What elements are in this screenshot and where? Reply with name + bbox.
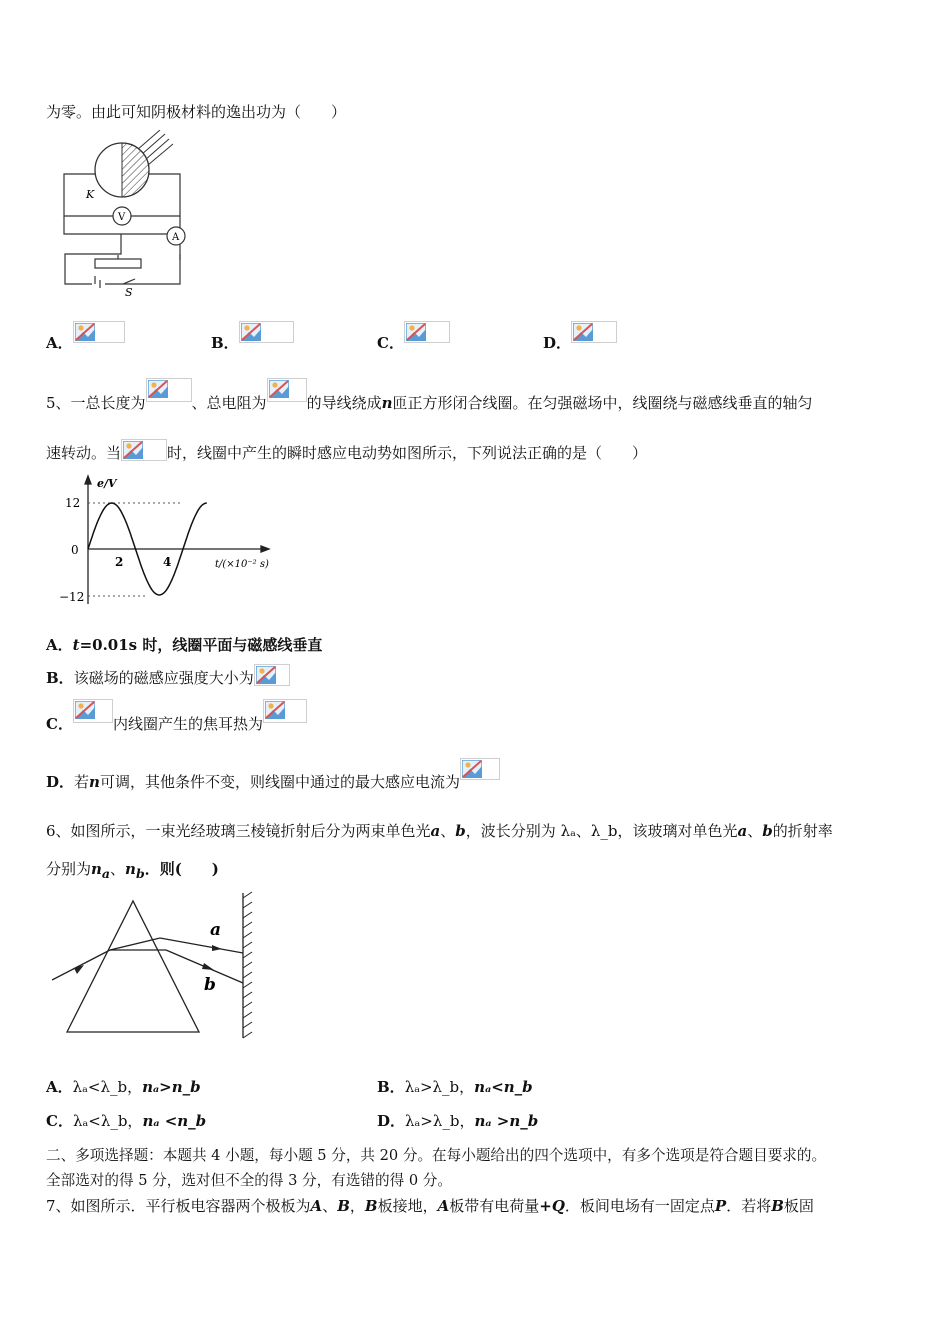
q4-option-c: C． (377, 320, 450, 343)
q6-line2: 分别为$n_a$、$n_b$．则( ) (46, 860, 219, 881)
q7-line1: 7、如图所示．平行板电容器两个极板为A、B，B板接地，A板带有电荷量+Q．板间电场有一固定点P．若将B板固 (46, 1197, 814, 1215)
q6-option-c: C．λₐ<λ_b，nₐ <n_b (46, 1112, 207, 1130)
formula-image (460, 758, 500, 780)
formula-image (73, 699, 113, 723)
q4-option-d: D． (543, 320, 617, 343)
voltmeter-label: V (118, 212, 126, 223)
image-placeholder-icon (148, 380, 168, 398)
photoelectric-circuit-figure (55, 130, 195, 302)
q5-option-a: A．t=0.01s 时，线圈平面与磁感线垂直 (46, 636, 323, 654)
image-placeholder-icon (573, 323, 593, 341)
q6-line1: 6、如图所示，一束光经玻璃三棱镜折射后分为两束单色光a、b，波长分别为 λₐ、λ_b，该玻璃对单色光a、b的折射率 (46, 822, 833, 840)
q4-option-a: A． (46, 320, 125, 343)
prism (67, 901, 199, 1032)
formula-image (263, 699, 307, 723)
x-tick-4: 4 (163, 555, 172, 569)
emf-sine-chart (55, 474, 290, 610)
image-placeholder-icon (123, 441, 143, 459)
ray-b-label: b (204, 975, 216, 995)
q5-option-c: C． 内线圈产生的焦耳热为 (46, 699, 307, 723)
formula-image (146, 378, 192, 402)
formula-image (571, 321, 617, 343)
formula-image (121, 439, 167, 461)
y-tick-0: 0 (71, 543, 79, 557)
formula-image (267, 378, 307, 402)
image-placeholder-icon (256, 666, 276, 684)
section2-heading-line2: 全部选对的得 5 分，选对但不全的得 3 分，有选错的得 0 分。 (46, 1172, 452, 1189)
ammeter-label: A (172, 232, 180, 243)
y-tick-minus12: −12 (59, 590, 85, 604)
prism-figure (52, 888, 257, 1043)
image-placeholder-icon (269, 380, 289, 398)
q5-line2: 速转动。当 时，线圈中产生的瞬时感应电动势如图所示，下列说法正确的是（ ） (46, 438, 647, 461)
image-placeholder-icon (75, 323, 95, 341)
q6-option-d: D．λₐ>λ_b，nₐ >n_b (377, 1112, 539, 1130)
formula-image (404, 321, 450, 343)
q5-option-d: D．若n可调，其他条件不变，则线圈中通过的最大感应电流为 (46, 757, 500, 780)
image-placeholder-icon (406, 323, 426, 341)
x-tick-2: 2 (115, 555, 124, 569)
q5-option-b: B．该磁场的磁感应强度大小为 (46, 663, 290, 686)
q6-option-b: B．λₐ>λ_b，nₐ<n_b (377, 1078, 533, 1096)
ray-b-arrow (202, 963, 214, 970)
image-placeholder-icon (75, 701, 95, 719)
ray-a-arrow (212, 945, 222, 951)
y-axis-arrow (85, 476, 91, 484)
q5-line1: 5、一总长度为 、总电阻为 的导线绕成n匝正方形闭合线圈。在匀强磁场中，线圈绕与磁感线垂直的轴匀 (46, 378, 813, 402)
ray-a-label: a (210, 920, 222, 940)
y-tick-12: 12 (65, 496, 81, 510)
x-axis-label: t/(×10⁻² s) (215, 559, 269, 570)
image-placeholder-icon (462, 760, 482, 778)
section2-heading-line1: 二、多项选择题：本题共 4 小题，每小题 5 分，共 20 分。在每小题给出的四个选项中，有多个选项是符合题目要求的。 (46, 1147, 827, 1164)
image-placeholder-icon (265, 701, 285, 719)
ray-a (160, 938, 243, 953)
image-placeholder-icon (241, 323, 261, 341)
y-axis-label: e/V (97, 477, 117, 490)
switch-label: S (125, 286, 133, 299)
q4-tail-text: 为零。由此可知阴极材料的逸出功为（ ） (46, 103, 347, 121)
internal-ray-a (110, 938, 160, 950)
q6-option-a: A．λₐ<λ_b，nₐ>n_b (46, 1078, 201, 1096)
formula-image (73, 321, 125, 343)
formula-image (239, 321, 294, 343)
formula-image (254, 664, 290, 686)
q4-option-b: B． (211, 320, 294, 343)
cathode-label: K (86, 188, 95, 201)
x-axis-arrow (261, 546, 269, 552)
